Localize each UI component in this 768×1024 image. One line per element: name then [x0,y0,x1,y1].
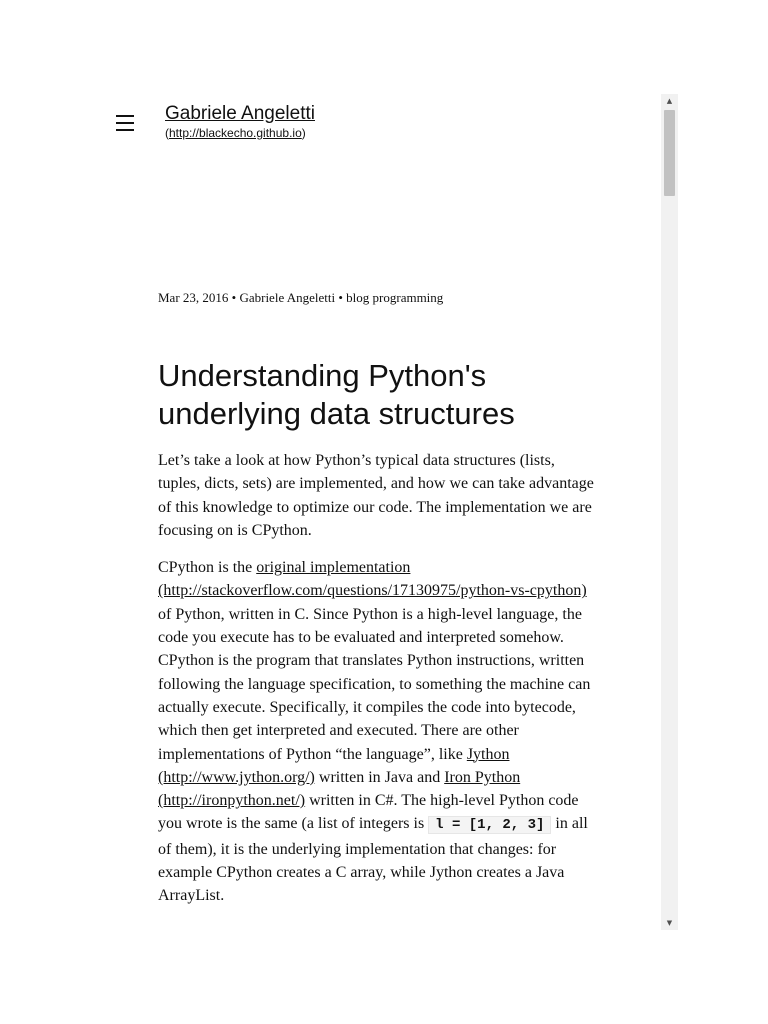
text-run: written in C#. The high-level Python code you wrote is the same (a list of integers is [158,792,579,833]
intro-paragraph: Let’s take a look at how Python’s typical data structures (lists, tuples, dicts, sets) are implemented, and how we can take advantage of this knowledge to optimize our code. The implementation we are focusing on is CPython. [158,452,594,539]
scroll-up-arrow-icon[interactable]: ▲ [666,97,673,105]
post-meta: Mar 23, 2016 • Gabriele Angeletti • blog programming [158,290,444,305]
ironpython-link[interactable]: Iron Python (http://ironpython.net/) [158,768,521,810]
site-url-link[interactable]: http://blackecho.github.io [169,126,302,140]
text-run: in all of them), it is the underlying implementation that changes: for example CPython creates a C array, while Jython creates a Java ArrayList. [158,815,588,905]
vertical-scrollbar[interactable] [661,94,678,930]
site-title-link[interactable]: Gabriele Angeletti [165,103,315,124]
hamburger-menu-icon[interactable] [116,115,134,131]
inline-code: l = [1, 2, 3] [428,816,551,834]
scroll-down-arrow-icon[interactable]: ▼ [666,919,673,927]
post-body [158,449,596,922]
text-run: of Python, written in C. Since Python is a high-level language, the code you execute has to be evaluated and interpreted somehow. CPython is the program that translates Python instructions, written following the language specification, to something the machine can actually execute. Specifically, it compiles the code into bytecode, which then get interpreted and executed. There are other implementations of Python “the language”, like [158,605,591,763]
original-implementation-link[interactable]: original implementation (http://stackoverflow.com/questions/17130975/python-vs-cpython) [158,559,587,600]
menu-bar [116,129,134,131]
scroll-thumb[interactable] [664,110,675,196]
menu-bar [116,122,134,124]
post-title: Understanding Python's underlying data structures [158,358,515,431]
site-url-paren-close: ) [301,126,306,140]
site-url [165,126,306,140]
site-url-paren-open: ( [165,126,169,140]
jython-link[interactable]: Jython (http://www.jython.org/) [158,745,510,786]
text-run: written in Java and [314,768,445,786]
menu-bar [116,115,134,117]
cpython-paragraph [158,556,596,907]
text-run: CPython is the [158,559,257,577]
